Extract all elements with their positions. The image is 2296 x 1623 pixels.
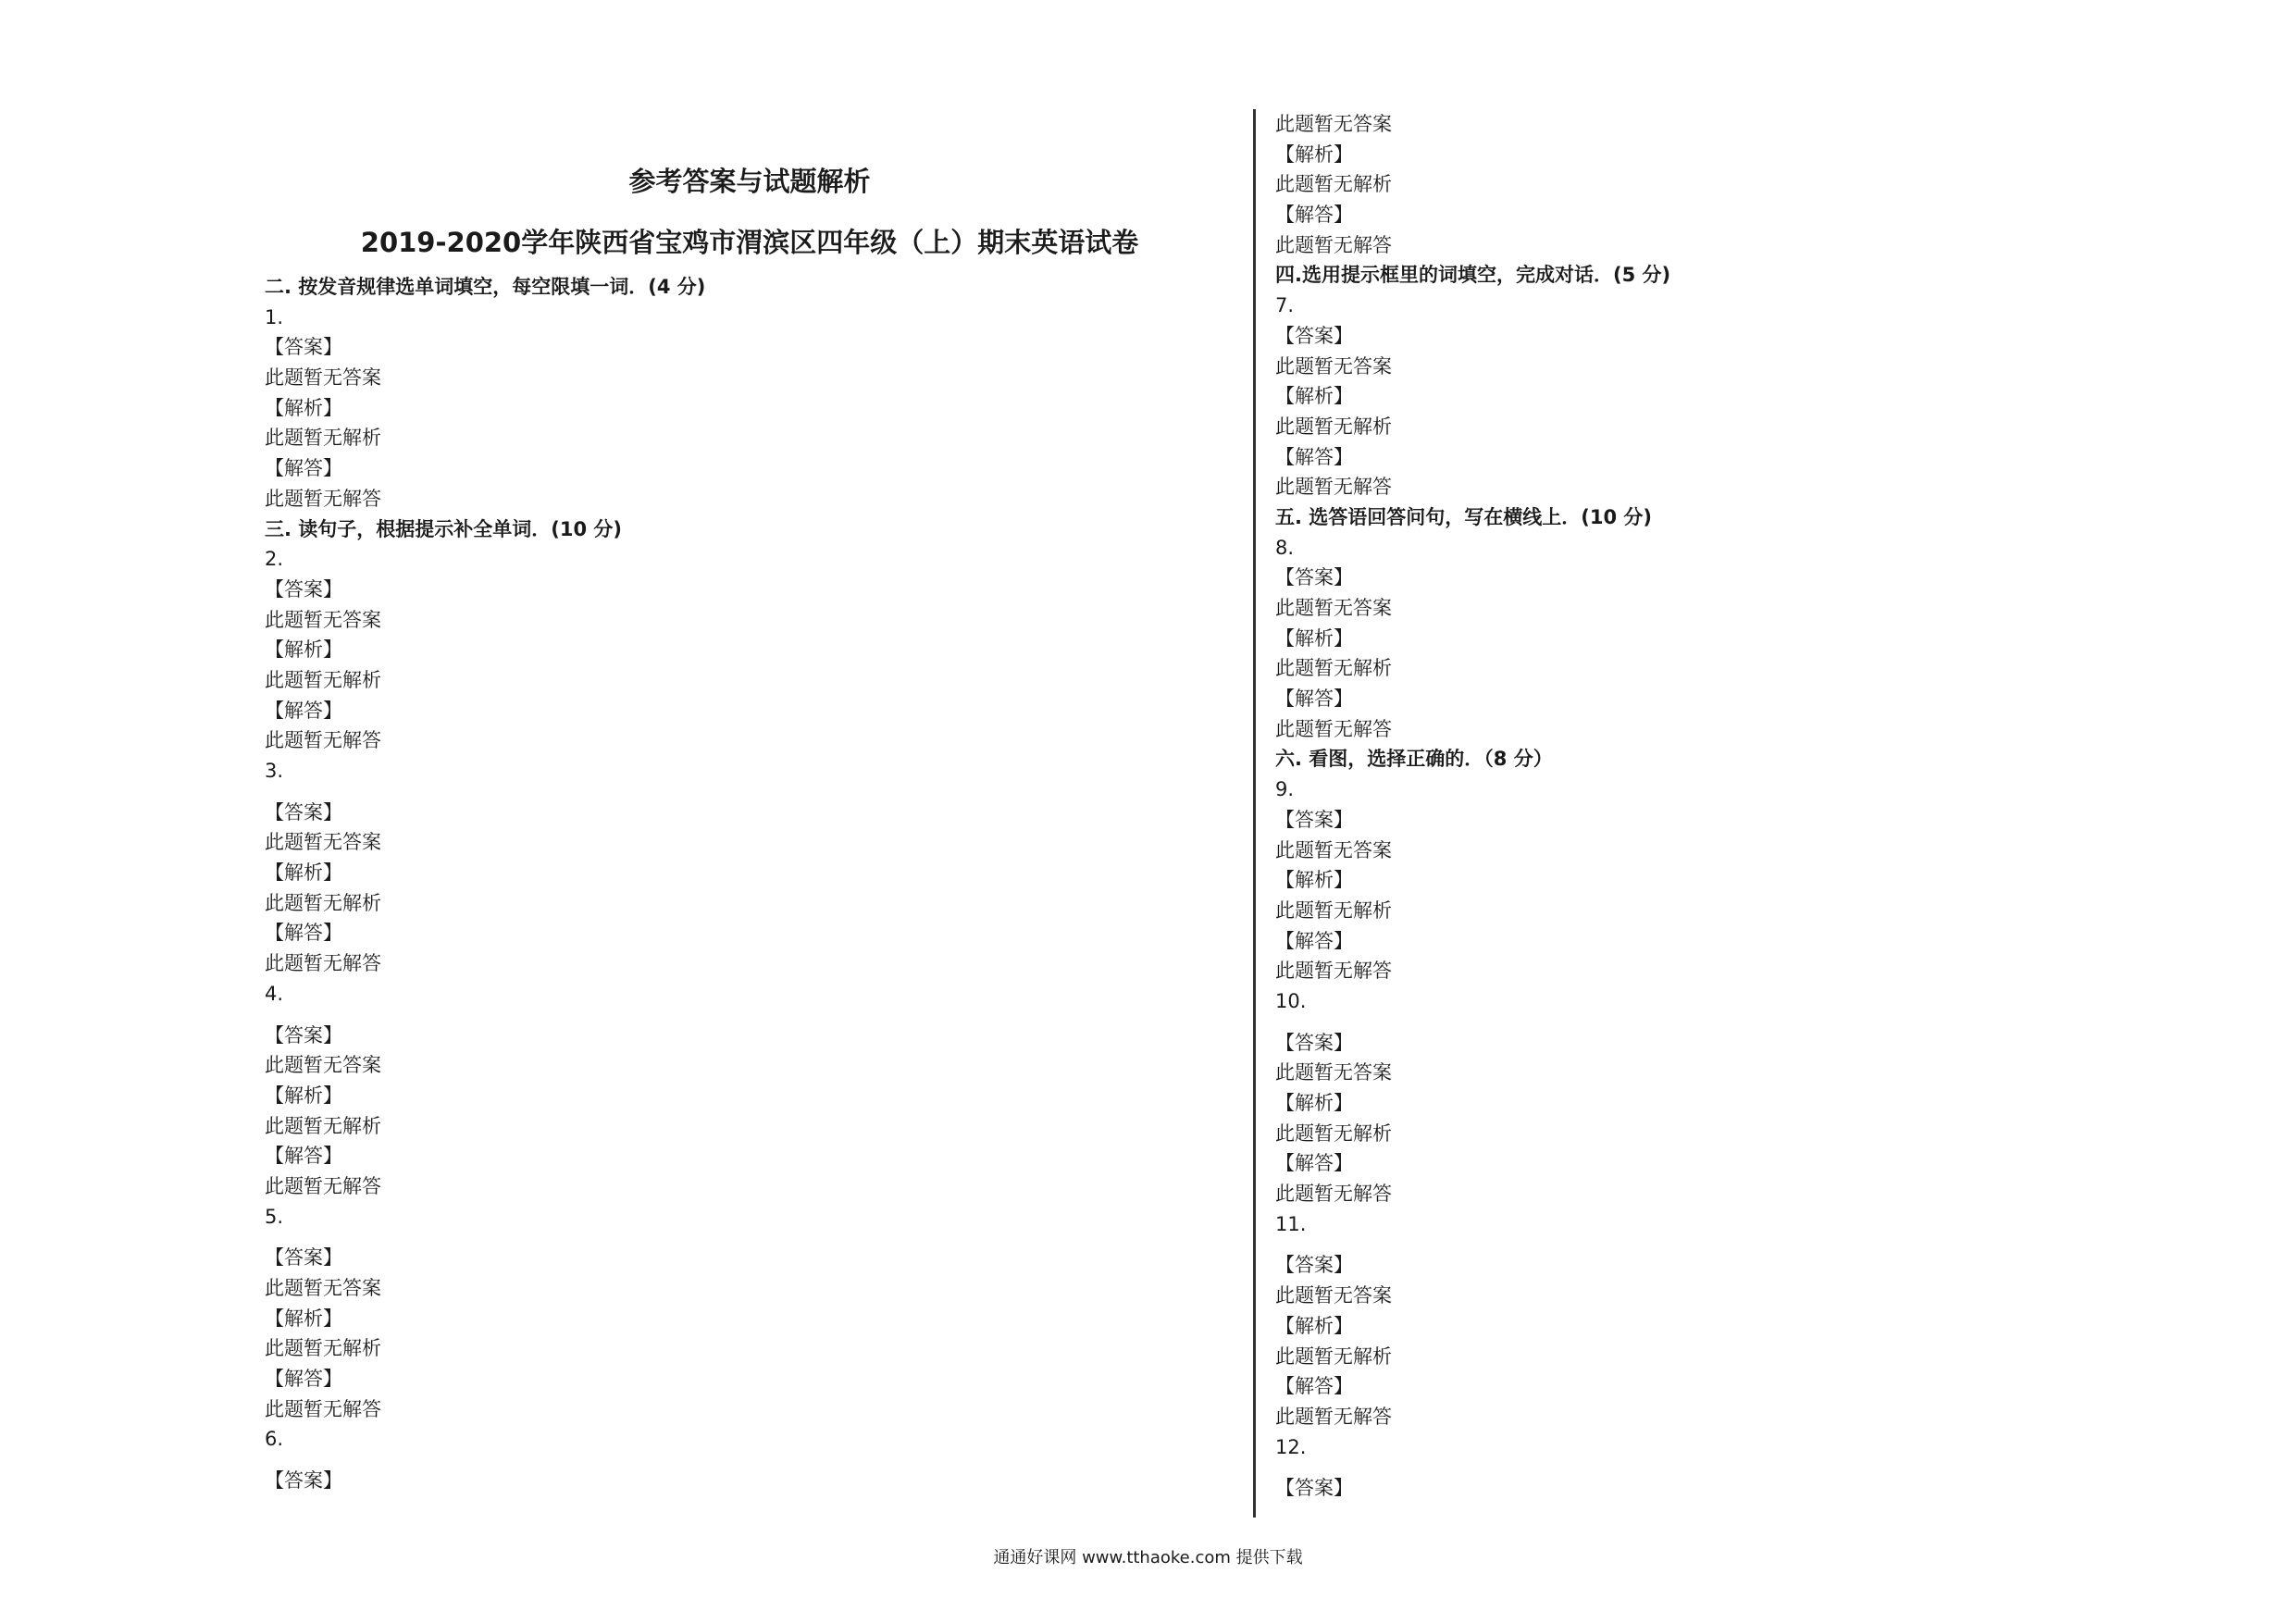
section-heading: 六. 看图，选择正确的．（8 分） xyxy=(1275,748,1553,771)
answer-text: 此题暂无答案 xyxy=(1275,838,1392,861)
question-number: 10. xyxy=(1275,989,1307,1012)
exam-title: 2019-2020学年陕西省宝鸡市渭滨区四年级（上）期末英语试卷 xyxy=(360,227,1139,258)
answer-label: 【解答】 xyxy=(265,1368,342,1391)
question-number: 9. xyxy=(1275,778,1295,801)
answer-text: 此题暂无解析 xyxy=(1275,415,1392,438)
answer-label: 【解答】 xyxy=(265,1145,342,1168)
answer-label: 【答案】 xyxy=(1275,1254,1353,1277)
question-number: 7. xyxy=(1275,294,1295,317)
answer-text: 此题暂无解析 xyxy=(265,891,381,914)
answer-label: 【解答】 xyxy=(265,457,342,480)
answer-label: 【解析】 xyxy=(1275,142,1353,166)
answer-text: 此题暂无答案 xyxy=(1275,1061,1392,1084)
answer-label: 【解答】 xyxy=(1275,445,1353,468)
answer-text: 此题暂无答案 xyxy=(265,1277,381,1299)
answer-label: 【解析】 xyxy=(1275,869,1353,892)
answer-text: 此题暂无解析 xyxy=(1275,898,1392,922)
answer-label: 【解析】 xyxy=(1275,385,1353,408)
question-number: 5. xyxy=(265,1205,284,1228)
answer-text: 此题暂无答案 xyxy=(1275,354,1392,378)
page-title: 参考答案与试题解析 xyxy=(628,166,871,197)
answer-label: 【答案】 xyxy=(265,1469,342,1493)
answer-text: 此题暂无答案 xyxy=(265,831,381,854)
answer-label: 【解析】 xyxy=(1275,626,1353,650)
answer-text: 此题暂无解答 xyxy=(265,729,381,752)
footer-credit: 通通好课网 www.tthaoke.com 提供下载 xyxy=(993,1548,1303,1567)
answer-label: 【解析】 xyxy=(265,638,342,662)
question-number: 4. xyxy=(265,982,284,1005)
question-number: 8. xyxy=(1275,536,1295,559)
answer-text: 此题暂无解答 xyxy=(1275,233,1392,256)
answer-label: 【解答】 xyxy=(265,922,342,945)
answer-text: 此题暂无答案 xyxy=(265,608,381,631)
answer-text: 此题暂无答案 xyxy=(1275,113,1392,135)
answer-text: 此题暂无解答 xyxy=(1275,1405,1392,1428)
answer-label: 【解析】 xyxy=(1275,1092,1353,1114)
question-number: 3. xyxy=(265,760,284,782)
answer-text: 此题暂无答案 xyxy=(1275,1284,1392,1307)
question-number: 6. xyxy=(265,1428,284,1451)
question-number: 11. xyxy=(1275,1212,1307,1235)
answer-label: 【解答】 xyxy=(1275,688,1353,711)
left-column xyxy=(265,272,1190,1496)
answer-label: 【解答】 xyxy=(1275,1375,1353,1398)
answer-text: 此题暂无解答 xyxy=(1275,960,1392,983)
answer-text: 此题暂无解析 xyxy=(265,668,381,691)
question-number: 12. xyxy=(1275,1435,1307,1458)
answer-text: 此题暂无答案 xyxy=(265,366,381,390)
answer-label: 【答案】 xyxy=(265,336,342,359)
answer-text: 此题暂无解答 xyxy=(265,952,381,975)
answer-label: 【解答】 xyxy=(265,699,342,722)
answer-text: 此题暂无解析 xyxy=(1275,1121,1392,1145)
answer-text: 此题暂无解析 xyxy=(1275,173,1392,196)
answer-text: 此题暂无解析 xyxy=(1275,1344,1392,1368)
answer-label: 【答案】 xyxy=(265,1246,342,1270)
right-column xyxy=(1275,109,2201,1504)
answer-text: 此题暂无解析 xyxy=(1275,657,1392,680)
answer-text: 此题暂无解答 xyxy=(1275,717,1392,740)
answer-label: 【答案】 xyxy=(265,800,342,824)
answer-text: 此题暂无解答 xyxy=(265,1174,381,1197)
column-divider xyxy=(1253,109,1256,1518)
answer-label: 【答案】 xyxy=(1275,324,1353,347)
answer-label: 【解析】 xyxy=(265,861,342,885)
question-number: 2. xyxy=(265,548,284,571)
answer-label: 【解析】 xyxy=(265,1084,342,1107)
answer-text: 此题暂无解答 xyxy=(1275,1183,1392,1206)
section-heading: 三. 读句子，根据提示补全单词．(10 分) xyxy=(265,517,623,540)
section-heading: 四.选用提示框里的词填空，完成对话．(5 分) xyxy=(1275,264,1671,287)
answer-text: 此题暂无解析 xyxy=(265,427,381,450)
answer-label: 【答案】 xyxy=(265,577,342,601)
answer-text: 此题暂无答案 xyxy=(265,1054,381,1077)
answer-label: 【解析】 xyxy=(265,1307,342,1330)
answer-text: 此题暂无解析 xyxy=(265,1337,381,1360)
answer-label: 【答案】 xyxy=(1275,808,1353,831)
answer-label: 【解析】 xyxy=(1275,1314,1353,1337)
answer-label: 【答案】 xyxy=(265,1023,342,1047)
answer-text: 此题暂无解答 xyxy=(1275,476,1392,499)
answer-label: 【解答】 xyxy=(1275,929,1353,952)
answer-label: 【答案】 xyxy=(1275,566,1353,589)
question-number: 1. xyxy=(265,305,284,328)
answer-label: 【解答】 xyxy=(1275,204,1353,227)
answer-text: 此题暂无解答 xyxy=(265,1397,381,1420)
answer-label: 【答案】 xyxy=(1275,1477,1353,1500)
answer-label: 【答案】 xyxy=(1275,1031,1353,1054)
section-heading: 二. 按发音规律选单词填空，每空限填一词．(4 分) xyxy=(265,276,706,298)
answer-text: 此题暂无解答 xyxy=(265,487,381,510)
answer-label: 【解析】 xyxy=(265,396,342,419)
section-heading: 五. 选答语回答问句，写在横线上．(10 分) xyxy=(1275,505,1653,528)
answer-text: 此题暂无答案 xyxy=(1275,597,1392,619)
answer-label: 【解答】 xyxy=(1275,1152,1353,1175)
answer-text: 此题暂无解析 xyxy=(265,1114,381,1137)
